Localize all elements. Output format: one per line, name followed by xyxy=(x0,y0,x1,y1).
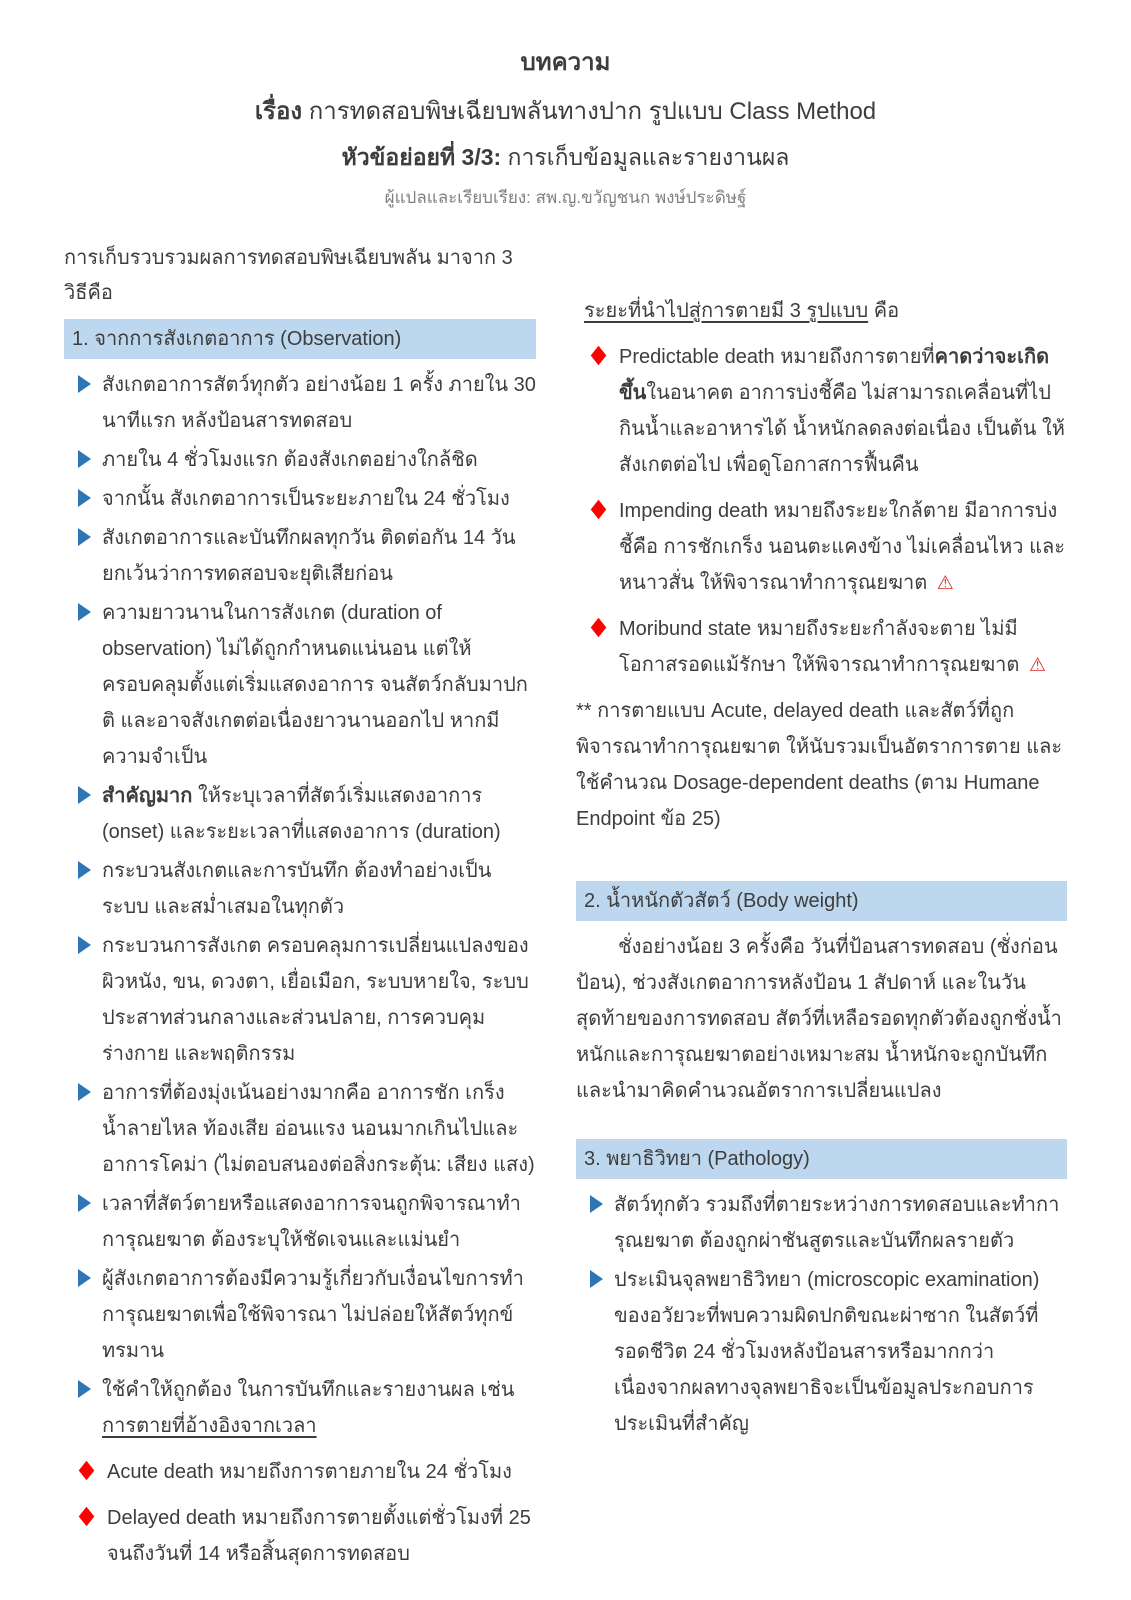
warning-icon: ⚠ xyxy=(936,573,954,594)
right-column xyxy=(576,241,1067,1582)
list-item xyxy=(64,1372,536,1444)
list-item xyxy=(64,520,536,592)
bullet-rest-text: ให้ระบุเวลาที่สัตว์เริ่มแสดงอาการ (onset) และระยะเวลาที่แสดงอาการ (duration) xyxy=(102,785,501,843)
list-item xyxy=(576,611,1067,683)
list-item xyxy=(64,442,536,478)
diamond-bold-text: คาดว่าจะเกิดขึ้น xyxy=(619,346,1050,404)
section-2-header: 2. น้ำหนักตัวสัตว์ (Body weight) xyxy=(576,881,1067,921)
triangle-bullet-icon xyxy=(78,450,91,468)
triangle-bullet-icon xyxy=(78,489,91,507)
diamond-text xyxy=(619,611,1067,683)
bullet-text: สังเกตอาการและบันทึกผลทุกวัน ติดต่อกัน 14 วัน ยกเว้นว่าการทดสอบจะยุติเสียก่อน xyxy=(102,527,516,585)
bullet-text: เวลาที่สัตว์ตายหรือแสดงอาการจนถูกพิจารณาทำการุณยฆาต ต้องระบุให้ชัดเจนและแม่นยำ xyxy=(102,1193,521,1251)
diamond-body-text: Impending death หมายถึงระยะใกล้ตาย มีอาการบ่งชี้คือ การชักเกร็ง นอนตะแคงข้าง ไม่เคลื่อนไหว และหนาวสั่น ให้พิจารณาทำการุณยฆาต xyxy=(619,500,1065,594)
triangle-bullet-icon xyxy=(78,1194,91,1212)
bullet-text: อาการที่ต้องมุ่งเน้นอย่างมากคือ อาการชัก เกร็ง น้ำลายไหล ท้องเสีย อ่อนแรง นอนมากเกินไปและ อาการโคม่า (ไม่ตอบสนองต่อสิ่งกระตุ้น: เสียง แสง) xyxy=(102,1082,535,1176)
list-item xyxy=(576,1262,1067,1442)
bullet-text: ภายใน 4 ชั่วโมงแรก ต้องสังเกตอย่างใกล้ชิด xyxy=(102,449,478,471)
document-header xyxy=(64,42,1067,211)
bullet-text: ความยาวนานในการสังเกต (duration of observation) ไม่ได้ถูกกำหนดแน่นอน แต่ให้ครอบคลุมตั้งแต่เริ่มแสดงอาการ จนสัตว์กลับมาปกติ และอาจสังเกตต่อเนื่องยาวนานออกไป หากมีความจำเป็น xyxy=(102,602,528,768)
list-item xyxy=(576,493,1067,601)
warning-icon: ⚠ xyxy=(1028,655,1046,677)
diamond-bullet-icon xyxy=(79,1461,95,1480)
diamond-bullet-icon xyxy=(591,618,607,637)
list-item xyxy=(64,595,536,775)
section-1-header: 1. จากการสังเกตอาการ (Observation) xyxy=(64,319,536,359)
intro-text: การเก็บรวบรวมผลการทดสอบพิษเฉียบพลัน มาจาก 3 วิธีคือ xyxy=(64,247,513,304)
diamond-body-text: Moribund state หมายถึงระยะกำลังจะตาย ไม่มีโอกาสรอดแม้รักษา ให้พิจารณาทำการุณยฆาต xyxy=(619,618,1025,677)
footnote-text: ** การตายแบบ Acute, delayed death และสัตว์ที่ถูกพิจารณาทำการุณยฆาต ให้นับรวมเป็นอัตราการตาย และใช้คำนวณ Dosage-dependent deaths (ตาม Humane Endpoint ข้อ 25) xyxy=(576,700,1063,831)
diamond-bullet-icon xyxy=(591,500,607,519)
bullet-text: จากนั้น สังเกตอาการเป็นระยะภายใน 24 ชั่วโมง xyxy=(102,488,510,510)
bullet-text xyxy=(102,778,536,850)
list-item xyxy=(64,481,536,517)
diamond-text xyxy=(619,339,1067,483)
list-item xyxy=(64,1500,536,1572)
list-item xyxy=(576,1187,1067,1259)
bullet-text: ผู้สังเกตอาการต้องมีความรู้เกี่ยวกับเงื่อนไขการทำการุณยฆาตเพื่อใช้พิจารณา ไม่ปล่อยให้สัตว์ทุกข์ทรมาน xyxy=(102,1268,524,1362)
bullet-bold-text: สำคัญมาก xyxy=(102,785,193,807)
diamond-text: Delayed death หมายถึงการตายตั้งแต่ชั่วโมงที่ 25 จนถึงวันที่ 14 หรือสิ้นสุดการทดสอบ xyxy=(107,1507,531,1565)
diamond-bullet-icon xyxy=(79,1507,95,1526)
triangle-bullet-icon xyxy=(78,936,91,954)
bullet-text: สังเกตอาการสัตว์ทุกตัว อย่างน้อย 1 ครั้ง ภายใน 30 นาทีแรก หลังป้อนสารทดสอบ xyxy=(102,374,536,432)
bullet-rest-text: ใช้คำให้ถูกต้อง ในการบันทึกและรายงานผล เช่น xyxy=(102,1379,515,1401)
section-3-header: 3. พยาธิวิทยา (Pathology) xyxy=(576,1139,1067,1179)
list-item xyxy=(64,1261,536,1369)
list-item xyxy=(64,853,536,925)
triangle-bullet-icon xyxy=(78,1269,91,1287)
diamond-post-text: ในอนาคต อาการบ่งชี้คือ ไม่สามารถเคลื่อนที่ไปกินน้ำและอาหารได้ น้ำหนักลดลงต่อเนื่อง เป็นต้น ให้สังเกตต่อไป เพื่อดูโอกาสการฟื้นคืน xyxy=(619,382,1065,476)
triangle-bullet-icon xyxy=(78,1083,91,1101)
bullet-text: สัตว์ทุกตัว รวมถึงที่ตายระหว่างการทดสอบและทำการุณยฆาต ต้องถูกผ่าชันสูตรและบันทึกผลรายตัว xyxy=(614,1194,1060,1253)
subtopic-text: การเก็บข้อมูลและรายงานผล xyxy=(501,144,790,170)
list-item xyxy=(64,1186,536,1258)
bullet-underlined-text: การตายที่อ้างอิงจากเวลา xyxy=(102,1415,317,1437)
subject-label: เรื่อง xyxy=(254,98,303,125)
heading-underlined-text: ระยะที่นำไปสู่การตายมี 3 รูปแบบ xyxy=(584,300,869,322)
triangle-bullet-icon xyxy=(590,1195,603,1213)
subtopic-line xyxy=(64,140,1067,176)
author-line: ผู้แปลและเรียบเรียง: สพ.ญ.ขวัญชนก พงษ์ประดิษฐ์ xyxy=(384,188,747,207)
bullet-text: กระบวนการสังเกต ครอบคลุมการเปลี่ยนแปลงของ ผิวหนัง, ขน, ดวงตา, เยื่อเมือก, ระบบหายใจ, ระบบประสาทส่วนกลางและส่วนปลาย, การควบคุมร่างกาย และพฤติกรรม xyxy=(102,935,529,1065)
diamond-text xyxy=(619,493,1067,601)
section-2-paragraph: ชั่งอย่างน้อย 3 ครั้งคือ วันที่ป้อนสารทดสอบ (ชั่งก่อนป้อน), ช่วงสังเกตอาการหลังป้อน 1 สัปดาห์ และในวันสุดท้ายของการทดสอบ สัตว์ที่เหลือรอดทุกตัวต้องถูกชั่งน้ำหนักและการุณยฆาตอย่างเหมาะสม น้ำหนักจะถูกบันทึกและนำมาคิดคำนวณอัตราการเปลี่ยนแปลง xyxy=(576,936,1062,1103)
diamond-text: Acute death หมายถึงการตายภายใน 24 ชั่วโมง xyxy=(107,1461,512,1483)
list-item xyxy=(64,1075,536,1183)
bullet-text: ประเมินจุลพยาธิวิทยา (microscopic examination) ของอวัยวะที่พบความผิดปกติขณะผ่าซาก ในสัตว์ที่รอดชีวิต 24 ชั่วโมงหลังป้อนสารหรือมากกว่า เนื่องจากผลทางจุลพยาธิจะเป็นข้อมูลประกอบการประเมินที่สำคัญ xyxy=(614,1269,1040,1436)
bullet-text: กระบวนสังเกตและการบันทึก ต้องทำอย่างเป็นระบบ และสม่ำเสมอในทุกตัว xyxy=(102,860,492,918)
triangle-bullet-icon xyxy=(78,786,91,804)
bullet-text xyxy=(102,1372,536,1444)
triangle-bullet-icon xyxy=(78,528,91,546)
death-types-heading xyxy=(584,293,1067,329)
list-item xyxy=(576,339,1067,483)
list-item xyxy=(64,928,536,1072)
diamond-bullet-icon xyxy=(591,346,607,365)
two-column-body xyxy=(64,241,1067,1582)
triangle-bullet-icon xyxy=(78,861,91,879)
triangle-bullet-icon xyxy=(590,1270,603,1288)
diamond-pre-text: Predictable death หมายถึงการตายที่ xyxy=(619,346,935,368)
triangle-bullet-icon xyxy=(78,375,91,393)
page-title: บทความ xyxy=(520,49,611,76)
triangle-bullet-icon xyxy=(78,1380,91,1398)
heading-tail-text: คือ xyxy=(868,300,900,322)
subject-text: การทดสอบพิษเฉียบพลันทางปาก รูปแบบ Class Method xyxy=(302,98,877,125)
list-item xyxy=(64,367,536,439)
subtopic-label: หัวข้อย่อยที่ 3/3: xyxy=(341,144,502,170)
list-item xyxy=(64,778,536,850)
list-item xyxy=(64,1454,536,1490)
triangle-bullet-icon xyxy=(78,603,91,621)
left-column xyxy=(64,241,536,1582)
subject-line xyxy=(64,91,1067,130)
